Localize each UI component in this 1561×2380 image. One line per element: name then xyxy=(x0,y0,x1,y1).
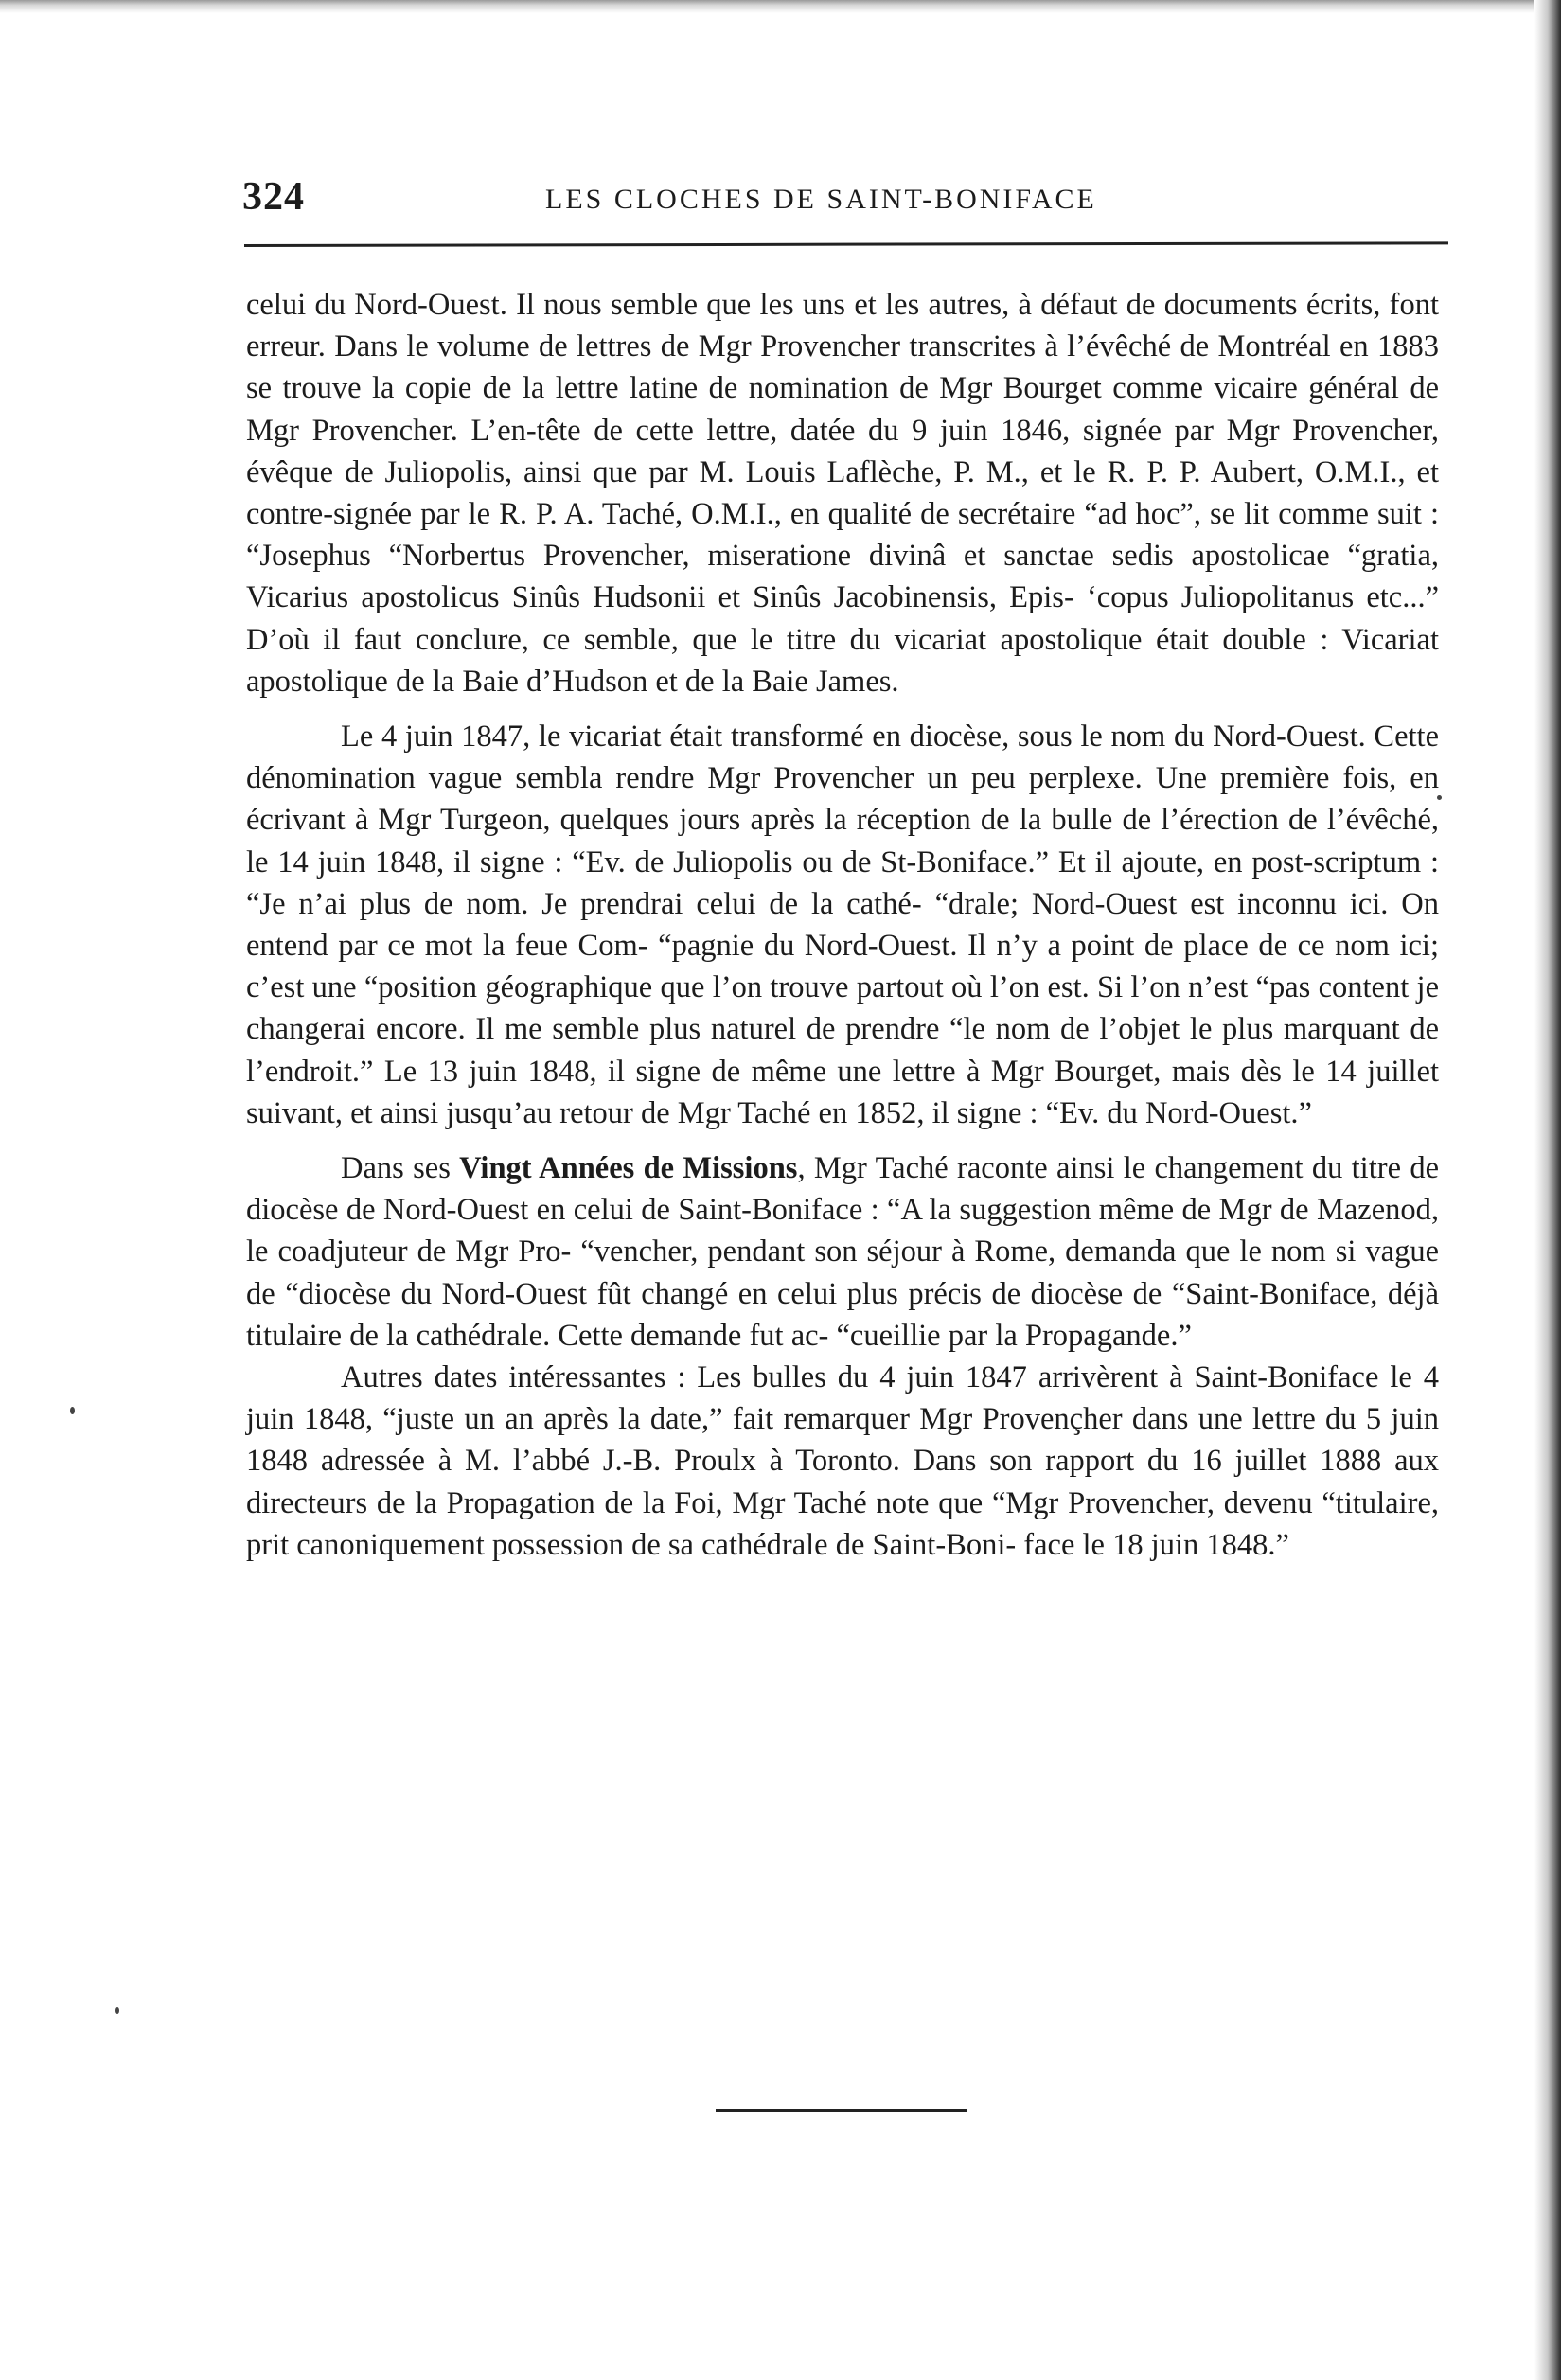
book-title: Vingt Années de Missions xyxy=(459,1151,798,1186)
scan-right-edge xyxy=(1534,0,1561,2380)
paragraph-1: celui du Nord-Ouest. Il nous semble que les uns et les autres, à défaut de documents écrits, font erreur. Dans le volume de lettres de Mgr Provencher transcrites à l’évêché de Montréal en 1883 se trouve la copie de la lettre latine de nomination de Mgr Bourget comme vicaire général de Mgr Provencher. L’en-tête de cette lettre, datée du 9 juin 1846, signée par Mgr Provencher, évêque de Juliopolis, ainsi que par M. Louis Laflèche, P. M., et le R. P. P. Aubert, O.M.I., et contre-signée par le R. P. A. Taché, O.M.I., en qualité de secrétaire “ad hoc”, se lit comme suit : “Josephus “Norbertus Provencher, miseratione divinâ et sanctae sedis apostolicae “gratia, Vicarius apostolicus Sinûs Hudsonii et Sinûs Jacobinensis, Epis‑ ‘copus Juliopolitanus etc...” D’où il faut conclure, ce semble, que le titre du vicariat apostolique était double : Vicariat apostolique de la Baie d’Hudson et de la Baie James. xyxy=(246,288,1439,699)
scan-speck xyxy=(115,2007,119,2014)
paragraph-3 xyxy=(246,1147,1439,1357)
body-text xyxy=(246,284,1439,1579)
paragraph-3-lead: Dans ses xyxy=(341,1151,460,1186)
paragraph-3-rest: , Mgr Taché raconte ainsi le changement du titre de diocèse de Nord-Ouest en celui de Saint-Boniface : “A la suggestion même de Mgr de Mazenod, le coadjuteur de Mgr Pro‑ “vencher, pendant son séjour à Rome, demanda que le nom si vague de “diocèse du Nord-Ouest fût changé en celui plus précis de diocèse de “Saint-Boniface, déjà titulaire de la cathédrale. Cette demande fut ac‑ “cueillie par la Propagande.” xyxy=(246,1151,1439,1353)
paragraph-4: Autres dates intéressantes : Les bulles du 4 juin 1847 arrivèrent à Saint-Boniface le 4 juin 1848, “juste un an après la date,” fait remarquer Mgr Provençher dans une lettre du 5 juin 1848 adressée à M. l’abbé J.-B. Proulx à Toronto. Dans son rapport du 16 juillet 1888 aux directeurs de la Propagation de la Foi, Mgr Taché note que “Mgr Provencher, devenu “titulaire, prit canoniquement possession de sa cathédrale de Saint-Boni‑ face le 18 juin 1848.” xyxy=(246,1360,1439,1562)
page-header xyxy=(242,174,1454,223)
paragraph-2: Le 4 juin 1847, le vicariat était transformé en diocèse, sous le nom du Nord-Ouest. Cette dénomination vague sembla rendre Mgr Provencher un peu perplexe. Une première fois, en écrivant à Mgr Turgeon, quelques jours après la réception de la bulle de l’érection de l’évêché, le 14 juin 1848, il signe : “Ev. de Juliopolis ou de St-Boniface.” Et il ajoute, en post-scriptum : “Je n’ai plus de nom. Je prendrai celui de la cathé‑ “drale; Nord-Ouest est inconnu ici. On entend par ce mot la feue Com‑ “pagnie du Nord-Ouest. Il n’y a point de place de ce nom ici; c’est une “position géographique que l’on trouve partout où l’on est. Si l’on n’est “pas content je changerai encore. Il me semble plus naturel de prendre “le nom de l’objet le plus marquant de l’endroit.” Le 13 juin 1848, il signe de même une lettre à Mgr Bourget, mais dès le 14 juillet suivant, et ainsi jusqu’au retour de Mgr Taché en 1852, il signe : “Ev. du Nord-Ouest.” xyxy=(246,719,1439,1130)
page-number: 324 xyxy=(242,175,305,219)
scan-speck xyxy=(70,1407,75,1414)
running-title: LES CLOCHES DE SAINT-BONIFACE xyxy=(545,184,1097,215)
header-rule xyxy=(244,241,1448,247)
scan-top-edge xyxy=(0,0,1561,13)
end-rule xyxy=(716,2109,967,2112)
scan-speck xyxy=(1437,795,1442,800)
